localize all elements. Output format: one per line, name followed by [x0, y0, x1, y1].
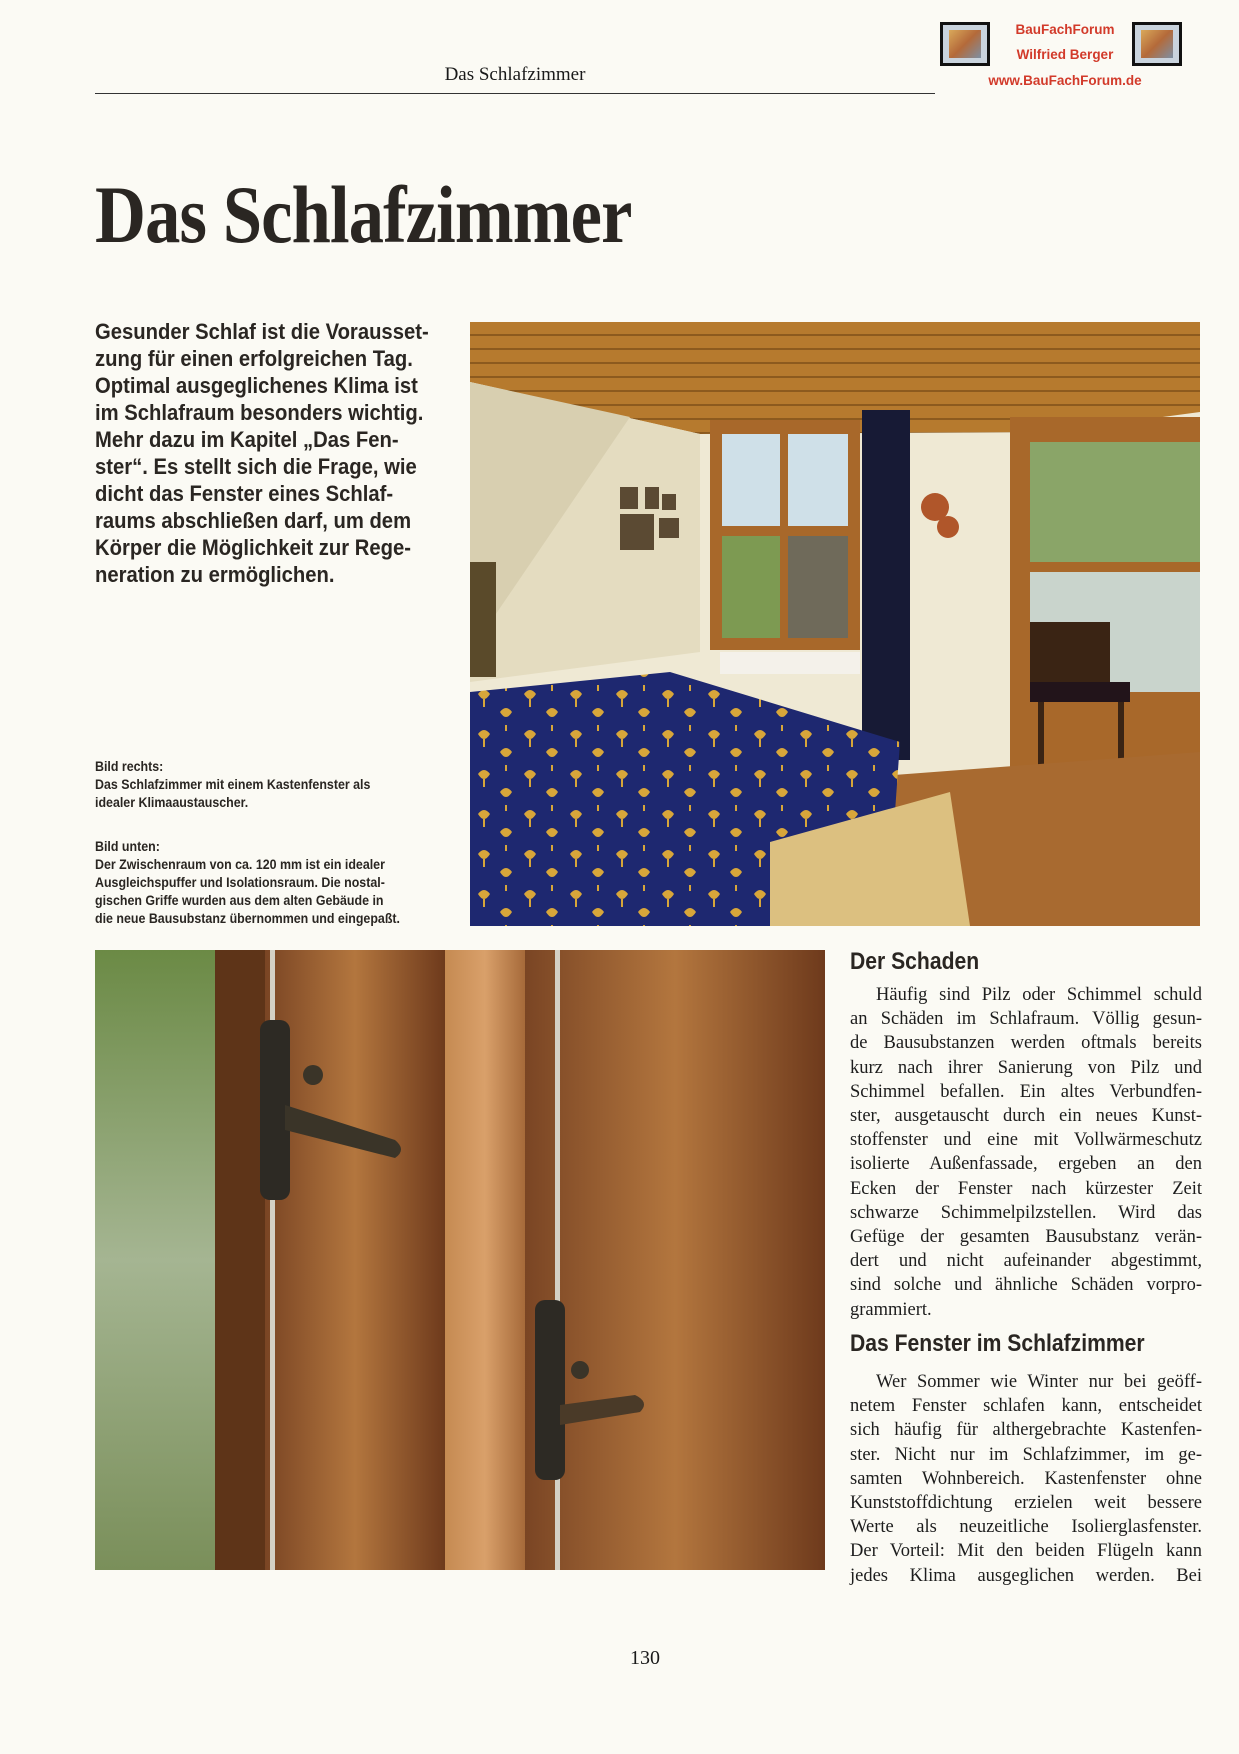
intro-line: Mehr dazu im Kapitel „Das Fen-	[95, 427, 399, 452]
intro-line: Gesunder Schlaf ist die Vorausset-	[95, 319, 429, 344]
body-line: Werte als neuzeitliche Isolierglasfenster.	[850, 1517, 1202, 1538]
caption-line: Das Schlafzimmer mit einem Kastenfenster als	[95, 777, 371, 792]
intro-paragraph	[95, 318, 449, 588]
stamp-logo-right	[1132, 22, 1182, 66]
caption-label: Bild unten:	[95, 839, 160, 854]
body-line: jedes Klima ausgeglichen werden. Bei	[850, 1565, 1202, 1586]
handles-illustration	[95, 950, 825, 1570]
caption-line: die neue Bausubstanz übernommen und eingepaßt.	[95, 911, 401, 926]
stamp-name: BauFachForum	[1015, 22, 1115, 37]
intro-line: Körper die Möglichkeit zur Rege-	[95, 535, 412, 560]
stamp-author: Wilfried Berger	[1016, 47, 1114, 62]
body-line: sich häufig für althergebrachte Kastenfen-	[850, 1420, 1202, 1441]
body-line: sind solche und ähnliche Schäden vorpro-	[850, 1275, 1202, 1296]
body-line: kurz nach ihrer Sanierung von Pilz und	[850, 1057, 1202, 1078]
section-body-fenster	[850, 1370, 1202, 1588]
section-heading-schaden: Der Schaden	[850, 948, 980, 975]
caption-below	[95, 838, 445, 928]
caption-line: Der Zwischenraum von ca. 120 mm ist ein idealer	[95, 857, 385, 872]
header-rule	[95, 93, 935, 94]
body-line: Schimmel befallen. Ein altes Verbundfen-	[850, 1081, 1202, 1102]
caption-line: gischen Griffe wurden aus dem alten Gebäude in	[95, 893, 384, 908]
body-line: dert und nicht aufeinander abgestimmt,	[850, 1251, 1202, 1272]
section-heading-fenster: Das Fenster im Schlafzimmer	[850, 1330, 1145, 1357]
section-body-schaden	[850, 983, 1202, 1322]
intro-line: dicht das Fenster eines Schlaf-	[95, 481, 394, 506]
bedroom-illustration	[470, 322, 1200, 926]
intro-line: neration zu ermöglichen.	[95, 562, 335, 587]
bedroom-photo	[470, 322, 1200, 926]
intro-line: zung für einen erfolgreichen Tag.	[95, 346, 413, 371]
body-line: stoffenster und eine mit Vollwärmeschutz	[850, 1130, 1202, 1151]
body-line: Der Vorteil: Mit den beiden Flügeln kann	[850, 1541, 1202, 1562]
body-line: ster, ausgetauscht durch ein neues Kunst-	[850, 1106, 1202, 1127]
intro-line: Optimal ausgeglichenes Klima ist	[95, 373, 418, 398]
page-number: 130	[630, 1647, 660, 1669]
caption-line: idealer Klimaaustauscher.	[95, 795, 249, 810]
page-title: Das Schlafzimmer	[95, 169, 632, 260]
running-title: Das Schlafzimmer	[444, 64, 586, 85]
intro-line: raums abschließen darf, um dem	[95, 508, 412, 533]
body-line: Ecken der Fenster nach kürzester Zeit	[850, 1178, 1202, 1199]
body-line: samten Wohnbereich. Kastenfenster ohne	[850, 1468, 1202, 1489]
body-line: isolierte Außenfassade, ergeben an den	[850, 1154, 1202, 1175]
body-line: Wer Sommer wie Winter nur bei geöff-	[876, 1372, 1202, 1392]
stamp-url: www.BauFachForum.de	[988, 73, 1142, 88]
intro-line: ster“. Es stellt sich die Frage, wie	[95, 454, 417, 479]
body-line: netem Fenster schlafen kann, entscheidet	[850, 1396, 1202, 1417]
intro-line: im Schlafraum besonders wichtig.	[95, 400, 424, 425]
window-handles-photo	[95, 950, 825, 1570]
caption-right	[95, 758, 445, 812]
body-line: Gefüge der gesamten Bausubstanz verän-	[850, 1227, 1202, 1248]
body-line: Häufig sind Pilz oder Schimmel schuld	[876, 985, 1202, 1005]
publisher-stamp	[940, 18, 1190, 96]
body-line: de Bausubstanzen werden oftmals bereits	[850, 1033, 1202, 1054]
caption-label: Bild rechts:	[95, 759, 164, 774]
body-line: ster. Nicht nur im Schlafzimmer, im ge-	[850, 1444, 1202, 1465]
caption-line: Ausgleichspuffer und Isolationsraum. Die nostal-	[95, 875, 385, 890]
body-line: schwarze Schimmelpilzstellen. Wird das	[850, 1202, 1202, 1223]
body-line: an Schäden im Schlafraum. Völlig gesun-	[850, 1009, 1202, 1030]
body-line: grammiert.	[850, 1299, 932, 1320]
body-line: Kunststoffdichtung erzielen weit bessere	[850, 1493, 1202, 1514]
